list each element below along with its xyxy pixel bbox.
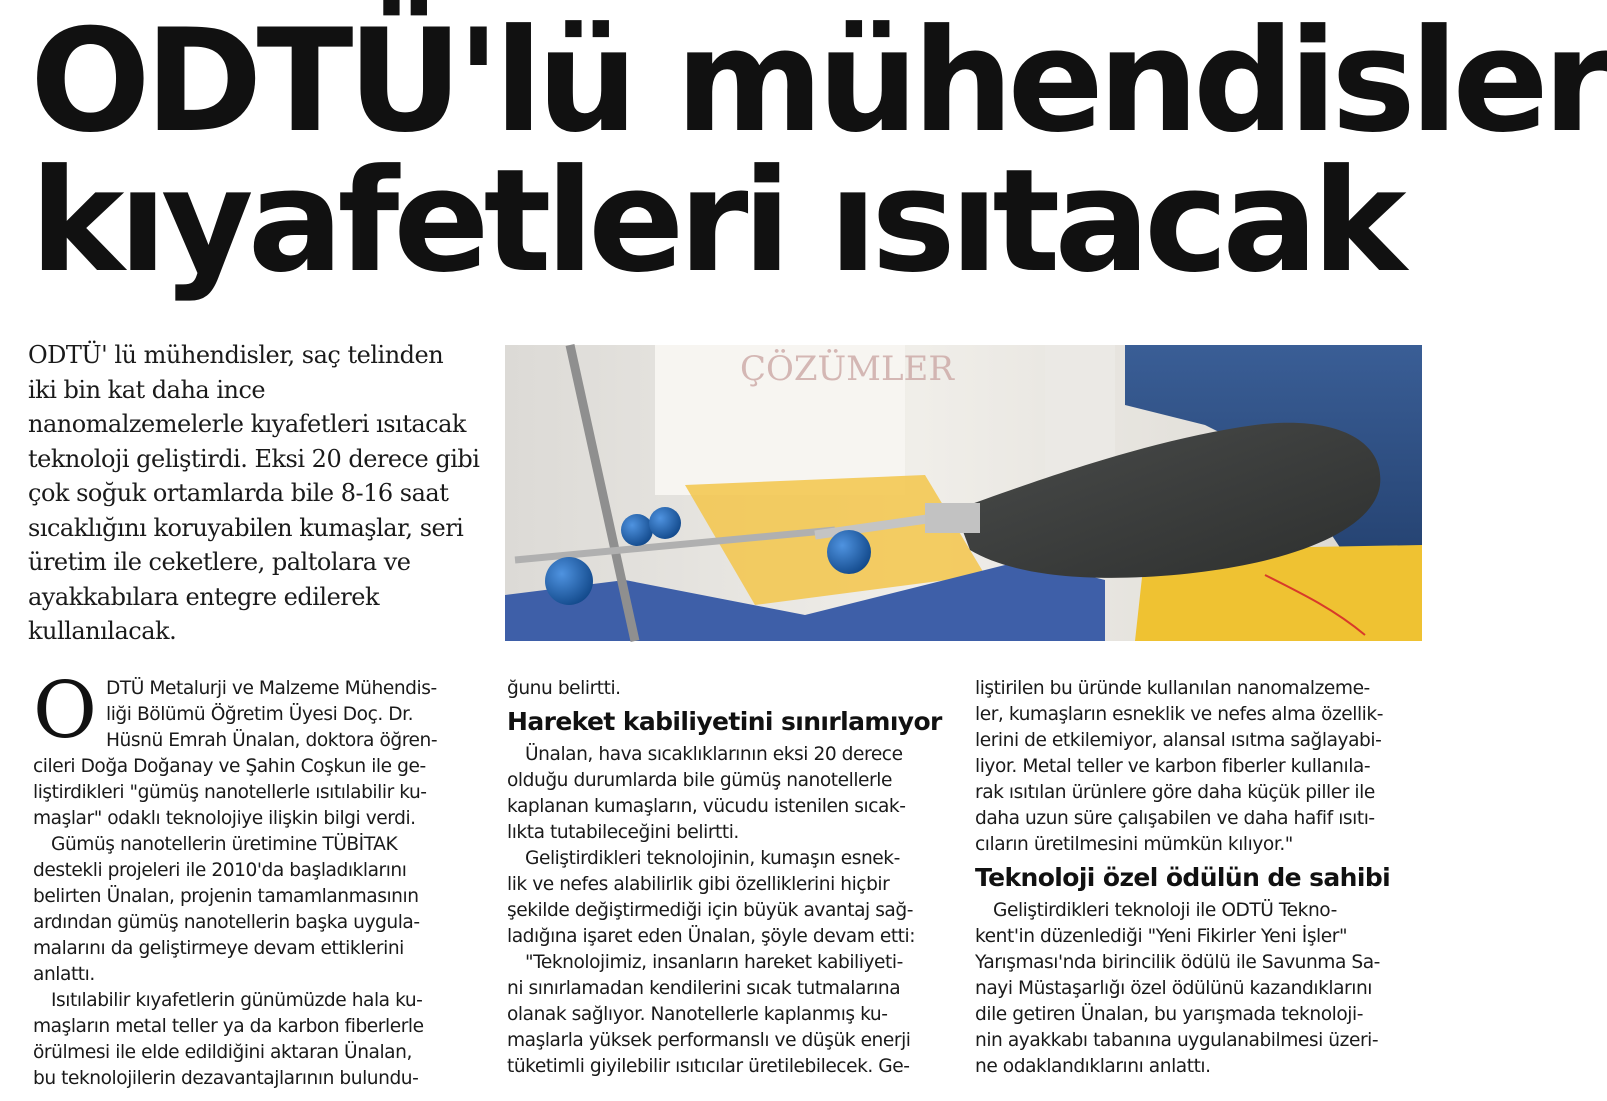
body-line: cileri Doğa Doğanay ve Şahin Coşkun ile ge-	[33, 756, 426, 777]
body-line: lerini de etkilemiyor, alansal ısıtma sağlayabi-	[975, 730, 1382, 751]
body-line: Hüsnü Emrah Ünalan, doktora öğren-	[106, 730, 438, 751]
body-line: ni sınırlamadan kendilerini sıcak tutmalarına	[507, 978, 901, 999]
body-line: tüketimli giyilebilir ısıtıcılar üretilebilecek. Ge-	[507, 1056, 910, 1077]
body-line: liği Bölümü Öğretim Üyesi Doç. Dr.	[106, 704, 414, 725]
photo-sign-text: ÇÖZÜMLER	[740, 349, 954, 389]
lead-line: teknoloji geliştirdi. Eksi 20 derece gibi	[28, 444, 480, 473]
body-line: "Teknolojimiz, insanların hareket kabiliyeti-	[525, 952, 903, 973]
body-line: malarını da geliştirmeye devam ettiklerini	[33, 938, 404, 959]
photo-knob	[621, 514, 653, 546]
body-line: lik ve nefes alabilirlik gibi özelliklerini hiçbir	[507, 874, 890, 895]
body-line: liştirdikleri "gümüş nanotellerle ısıtılabilir ku-	[33, 782, 427, 803]
body-line: Isıtılabilir kıyafetlerin günümüzde hala ku-	[51, 990, 423, 1011]
body-line: belirten Ünalan, projenin tamamlanmasının	[33, 886, 419, 907]
body-line: örülmesi ile elde edildiğini aktaran Ünalan,	[33, 1042, 412, 1063]
photo-knob	[649, 507, 681, 539]
body-line: maşlarla yüksek performanslı ve düşük enerji	[507, 1030, 911, 1051]
body-line: Gümüş nanotellerin üretimine TÜBİTAK	[51, 834, 398, 855]
dropcap-paragraph	[33, 666, 473, 756]
body-line: maşlar" odaklı teknolojiye ilişkin bilgi verdi.	[33, 808, 416, 829]
photo-knob	[827, 530, 871, 574]
body-line: DTÜ Metalurji ve Malzeme Mühendis-	[106, 678, 437, 699]
body-line: ardından gümüş nanotellerin başka uygula-	[33, 912, 420, 933]
body-line: Geliştirdikleri teknolojinin, kumaşın esnek-	[525, 848, 900, 869]
article-column-1	[33, 666, 473, 1092]
headline-line-1: ODTÜ'lü mühendisler	[30, 0, 1607, 164]
body-line: liyor. Metal teller ve karbon fiberler kullanıla-	[975, 756, 1371, 777]
body-line: maşların metal teller ya da karbon fiberlerle	[33, 1016, 424, 1037]
body-line: Ünalan, hava sıcaklıklarının eksi 20 derece	[525, 744, 903, 765]
article-column-3	[975, 676, 1415, 1080]
body-line: bu teknolojilerin dezavantajlarının bulundu-	[33, 1068, 419, 1089]
body-line: ladığına işaret eden Ünalan, şöyle devam etti:	[507, 926, 916, 947]
body-line: rak ısıtılan ürünlere göre daha küçük piller ile	[975, 782, 1375, 803]
article-photo	[505, 345, 1422, 641]
body-line: Yarışması'nda birincilik ödülü ile Savunma Sa-	[975, 952, 1380, 973]
body-line: kaplanan kumaşların, vücudu istenilen sıcak-	[507, 796, 906, 817]
lead-paragraph	[28, 338, 490, 649]
lead-line: kullanılacak.	[28, 617, 177, 645]
body-line: olduğu durumlarda bile gümüş nanotellerle	[507, 770, 892, 791]
lead-line: iki bin kat daha ince	[28, 375, 266, 404]
lead-line: nanomalzemelerle kıyafetleri ısıtacak	[28, 410, 466, 438]
body-line: ğunu belirtti.	[507, 678, 621, 699]
body-line: kent'in düzenlediği "Yeni Fikirler Yeni İşler"	[975, 926, 1348, 947]
body-line: destekli projeleri ile 2010'da başladıklarını	[33, 860, 407, 881]
body-line: liştirilen bu üründe kullanılan nanomalzeme-	[975, 678, 1370, 699]
lead-line: ODTÜ' lü mühendisler, saç telinden	[28, 341, 444, 369]
lead-line: ayakkabılara entegre edilerek	[28, 582, 380, 611]
lead-line: üretim ile ceketlere, paltolara ve	[28, 548, 411, 576]
body-line: nayi Müstaşarlığı özel ödülünü kazandıklarını	[975, 978, 1373, 999]
headline-line-2: kıyafetleri ısıtacak	[30, 139, 1401, 304]
lead-line: sıcaklığını koruyabilen kumaşlar, seri	[28, 513, 464, 542]
body-line: şekilde değiştirmediği için büyük avantaj sağ-	[507, 900, 913, 921]
photo-clamp-jaw	[925, 503, 980, 533]
body-line: ne odaklandıklarını anlattı.	[975, 1056, 1211, 1077]
body-line: dile getiren Ünalan, bu yarışmada teknoloji-	[975, 1004, 1363, 1025]
article-column-2	[507, 676, 947, 1080]
body-line: olanak sağlıyor. Nanotellerle kaplanmış ku-	[507, 1004, 888, 1025]
subheading-award: Teknoloji özel ödülün de sahibi	[975, 863, 1391, 892]
body-line: nin ayakkabı tabanına uygulanabilmesi üzeri-	[975, 1030, 1379, 1051]
body-line: lıkta tutabileceğini belirtti.	[507, 822, 739, 843]
article-headline	[30, 0, 1607, 304]
photo-knob	[545, 557, 593, 605]
subheading-mobility: Hareket kabiliyetini sınırlamıyor	[507, 707, 942, 736]
lead-line: çok soğuk ortamlarda bile 8-16 saat	[28, 479, 449, 507]
body-line: anlattı.	[33, 964, 95, 985]
drop-cap-letter: O	[33, 666, 97, 756]
body-line: daha uzun süre çalışabilen ve daha hafif ısıtı-	[975, 808, 1375, 829]
heated-insole-photo	[505, 345, 1422, 641]
body-line: ler, kumaşların esneklik ve nefes alma özellik-	[975, 704, 1383, 725]
body-line: cıların üretilmesini mümkün kılıyor."	[975, 834, 1293, 855]
body-line: Geliştirdikleri teknoloji ile ODTÜ Tekno-	[993, 900, 1337, 921]
